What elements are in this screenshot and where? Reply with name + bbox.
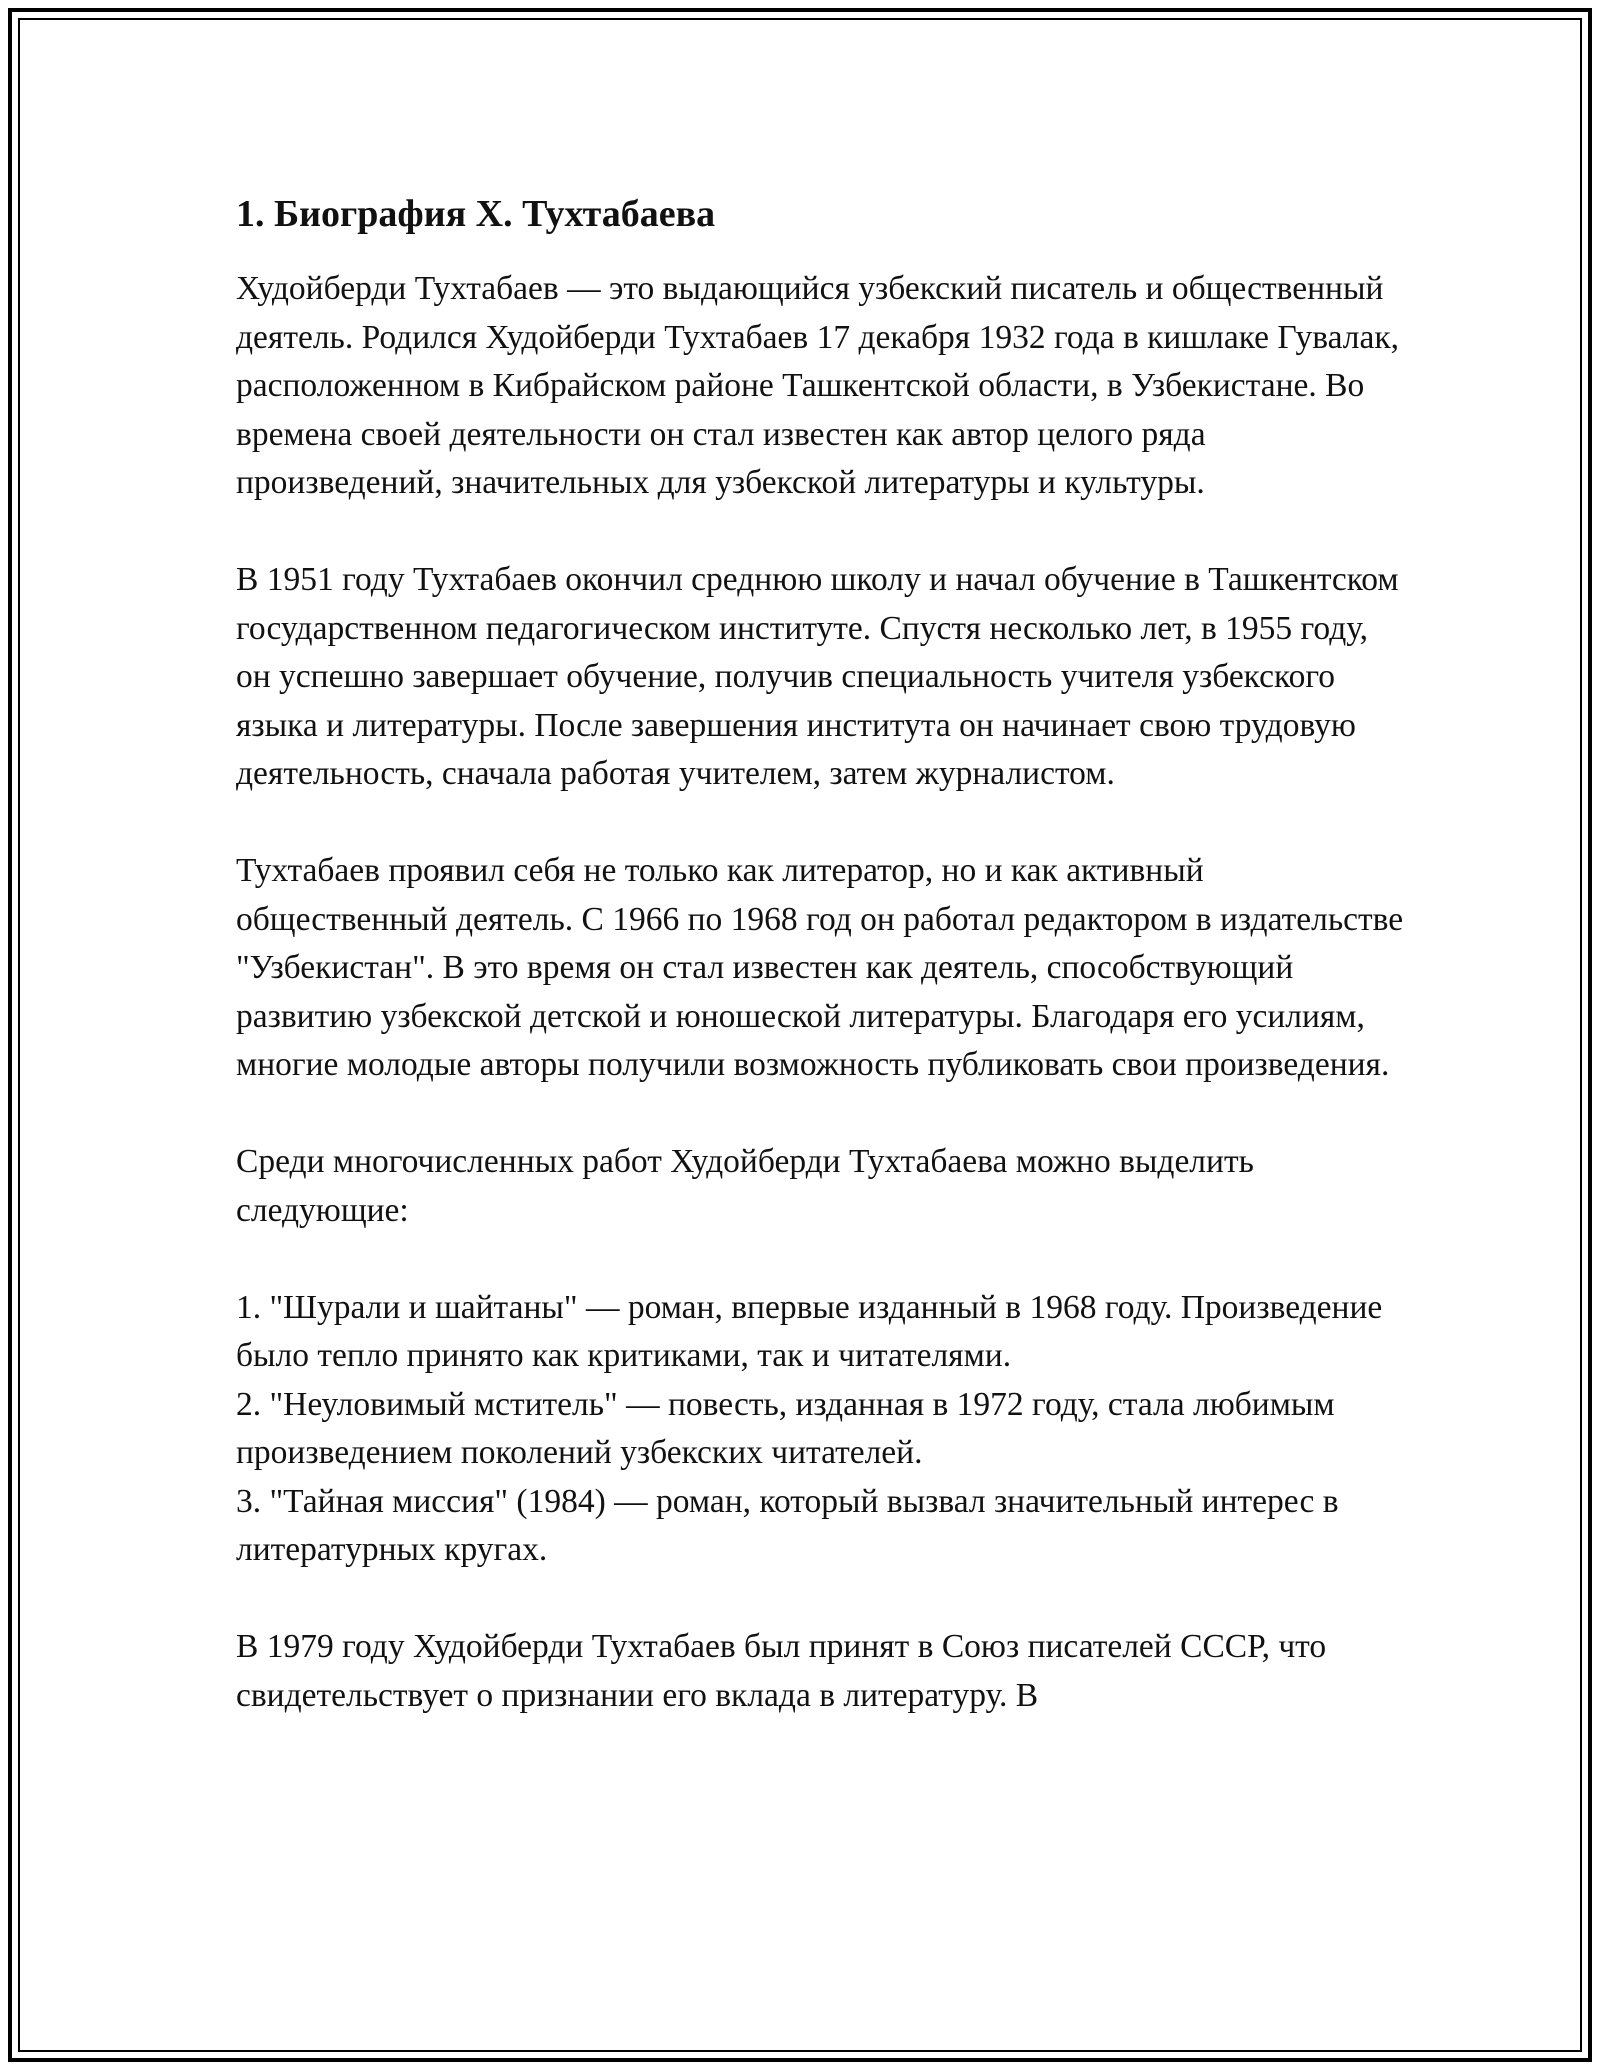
paragraph-education: В 1951 году Тухтабаев окончил среднюю школу и начал обучение в Ташкентском государственном педагогическом институте. Спустя несколько лет, в 1955 году, он успешно завершает обучение, получив специальность учителя узбекского языка и литературы. После завершения института он начинает свою трудовую деятельность, сначала работая учителем, затем журналистом. — [236, 561, 1399, 792]
section-heading: 1. Биография Х. Тухтабаева — [236, 193, 716, 235]
paragraph-intro: Худойберди Тухтабаев — это выдающийся узбекский писатель и общественный деятель. Родился Худойберди Тухтабаев 17 декабря 1932 года в кишлаке Гувалак, расположенном в Кибрайском районе Ташкентской области, в Узбекистане. Во времена своей деятельности он стал известен как автор целого ряда произведений, значительных для узбекской литературы и культуры. — [236, 270, 1400, 501]
paragraph-public-work: Тухтабаев проявил себя не только как литератор, но и как активный общественный деятель. С 1966 по 1968 год он работал редактором в издательстве "Узбекистан". В это время он стал известен как деятель, способствующий развитию узбекской детской и юношеской литературы. Благодаря его усилиям, многие молодые авторы получили возможность публиковать свои произведения. — [236, 852, 1404, 1083]
paragraph-union: В 1979 году Худойберди Тухтабаев был принят в Союз писателей СССР, что свидетельствует о признании его вклада в литературу. В — [236, 1628, 1327, 1714]
list-item: 2. "Неуловимый мститель" — повесть, изданная в 1972 году, стала любимым произведением поколений узбекских читателей. — [236, 1385, 1335, 1471]
document-body — [236, 185, 1406, 1769]
list-item: 1. "Шурали и шайтаны" — роман, впервые изданный в 1968 году. Произведение было тепло принято как критиками, так и читателями. — [236, 1288, 1383, 1374]
list-item: 3. "Тайная миссия" (1984) — роман, который вызвал значительный интерес в литературных кругах. — [236, 1482, 1339, 1568]
paragraph-works-intro: Среди многочисленных работ Худойберди Тухтабаева можно выделить следующие: — [236, 1143, 1254, 1229]
works-list — [236, 1284, 1406, 1575]
